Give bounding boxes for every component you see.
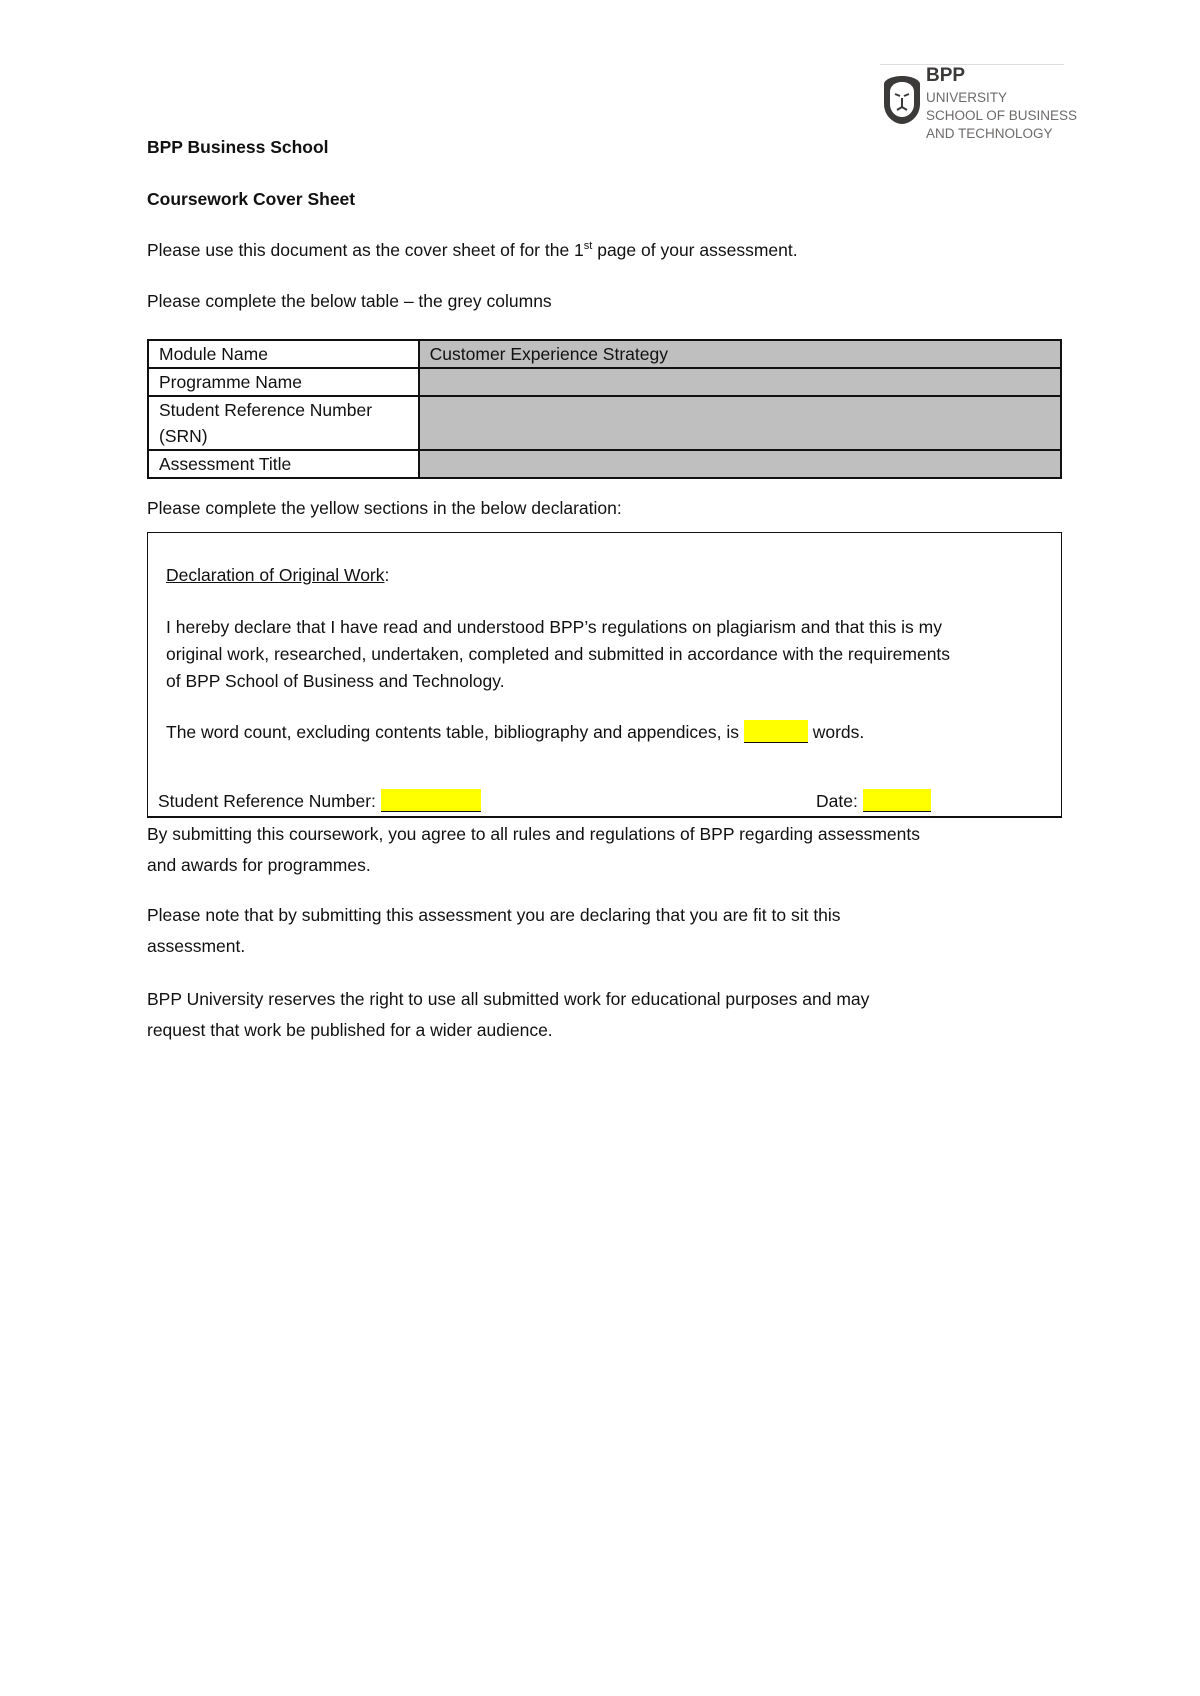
programme-name-field[interactable] xyxy=(419,368,1061,396)
srn-input[interactable] xyxy=(381,789,481,812)
page-title: Coursework Cover Sheet xyxy=(147,189,356,209)
table-row xyxy=(148,340,1061,368)
logo-line: SCHOOL OF BUSINESS xyxy=(926,108,1078,123)
bpp-logo xyxy=(880,62,1078,144)
row-label: Assessment Title xyxy=(148,450,419,478)
word-count-text: words. xyxy=(807,722,865,742)
lion-shield-icon xyxy=(882,74,922,126)
footer-text: assessment. xyxy=(147,936,246,956)
word-count-text: The word count, excluding contents table, bibliography and appendices, is xyxy=(166,722,744,742)
intro-line-1 xyxy=(147,240,798,260)
declaration-text: I hereby declare that I have read and understood BPP’s regulations on plagiarism and that this is my xyxy=(166,617,942,637)
date-label: Date: xyxy=(816,791,863,811)
footer-text: request that work be published for a wider audience. xyxy=(147,1020,553,1040)
footer-text: BPP University reserves the right to use all submitted work for educational purposes and may xyxy=(147,989,870,1009)
declaration-heading-text: Declaration of Original Work xyxy=(166,565,385,585)
assessment-title-field[interactable] xyxy=(419,450,1061,478)
colon: : xyxy=(384,565,390,585)
school-name: BPP Business School xyxy=(147,137,329,157)
declaration-text: original work, researched, undertaken, completed and submitted in accordance with the requirements xyxy=(166,644,951,664)
intro-line-2: Please complete the below table – the grey columns xyxy=(147,291,552,311)
logo-brand: BPP xyxy=(926,65,966,86)
footer-text: and awards for programmes. xyxy=(147,855,371,875)
srn-line xyxy=(158,789,481,812)
srn-label: Student Reference Number: xyxy=(158,791,381,811)
logo-line: UNIVERSITY xyxy=(926,90,1008,105)
word-count-field[interactable] xyxy=(744,720,808,743)
table-row xyxy=(148,368,1061,396)
logo-rule xyxy=(880,64,1064,65)
yellow-note: Please complete the yellow sections in the below declaration: xyxy=(147,498,622,518)
logo-line: AND TECHNOLOGY xyxy=(926,126,1053,141)
declaration-box xyxy=(147,532,1062,818)
table-row xyxy=(148,450,1061,478)
table-row xyxy=(148,396,1061,450)
intro-text: page of your assessment. xyxy=(592,240,798,260)
srn-field[interactable] xyxy=(419,396,1061,450)
row-label: Module Name xyxy=(148,340,419,368)
footer-text: By submitting this coursework, you agree to all rules and regulations of BPP regarding assessments xyxy=(147,824,920,844)
date-input[interactable] xyxy=(863,789,931,812)
row-label: Programme Name xyxy=(148,368,419,396)
word-count-line xyxy=(166,720,864,743)
module-name-field[interactable]: Customer Experience Strategy xyxy=(419,340,1061,368)
ordinal-suffix: st xyxy=(583,240,593,253)
date-line xyxy=(816,789,931,812)
details-table xyxy=(147,339,1062,479)
intro-text: Please use this document as the cover sheet of for the 1 xyxy=(147,240,584,260)
declaration-text: of BPP School of Business and Technology. xyxy=(166,671,505,691)
footer-text: Please note that by submitting this assessment you are declaring that you are fit to sit this xyxy=(147,905,841,925)
row-label: Student Reference Number (SRN) xyxy=(148,396,419,450)
declaration-heading xyxy=(166,565,389,585)
